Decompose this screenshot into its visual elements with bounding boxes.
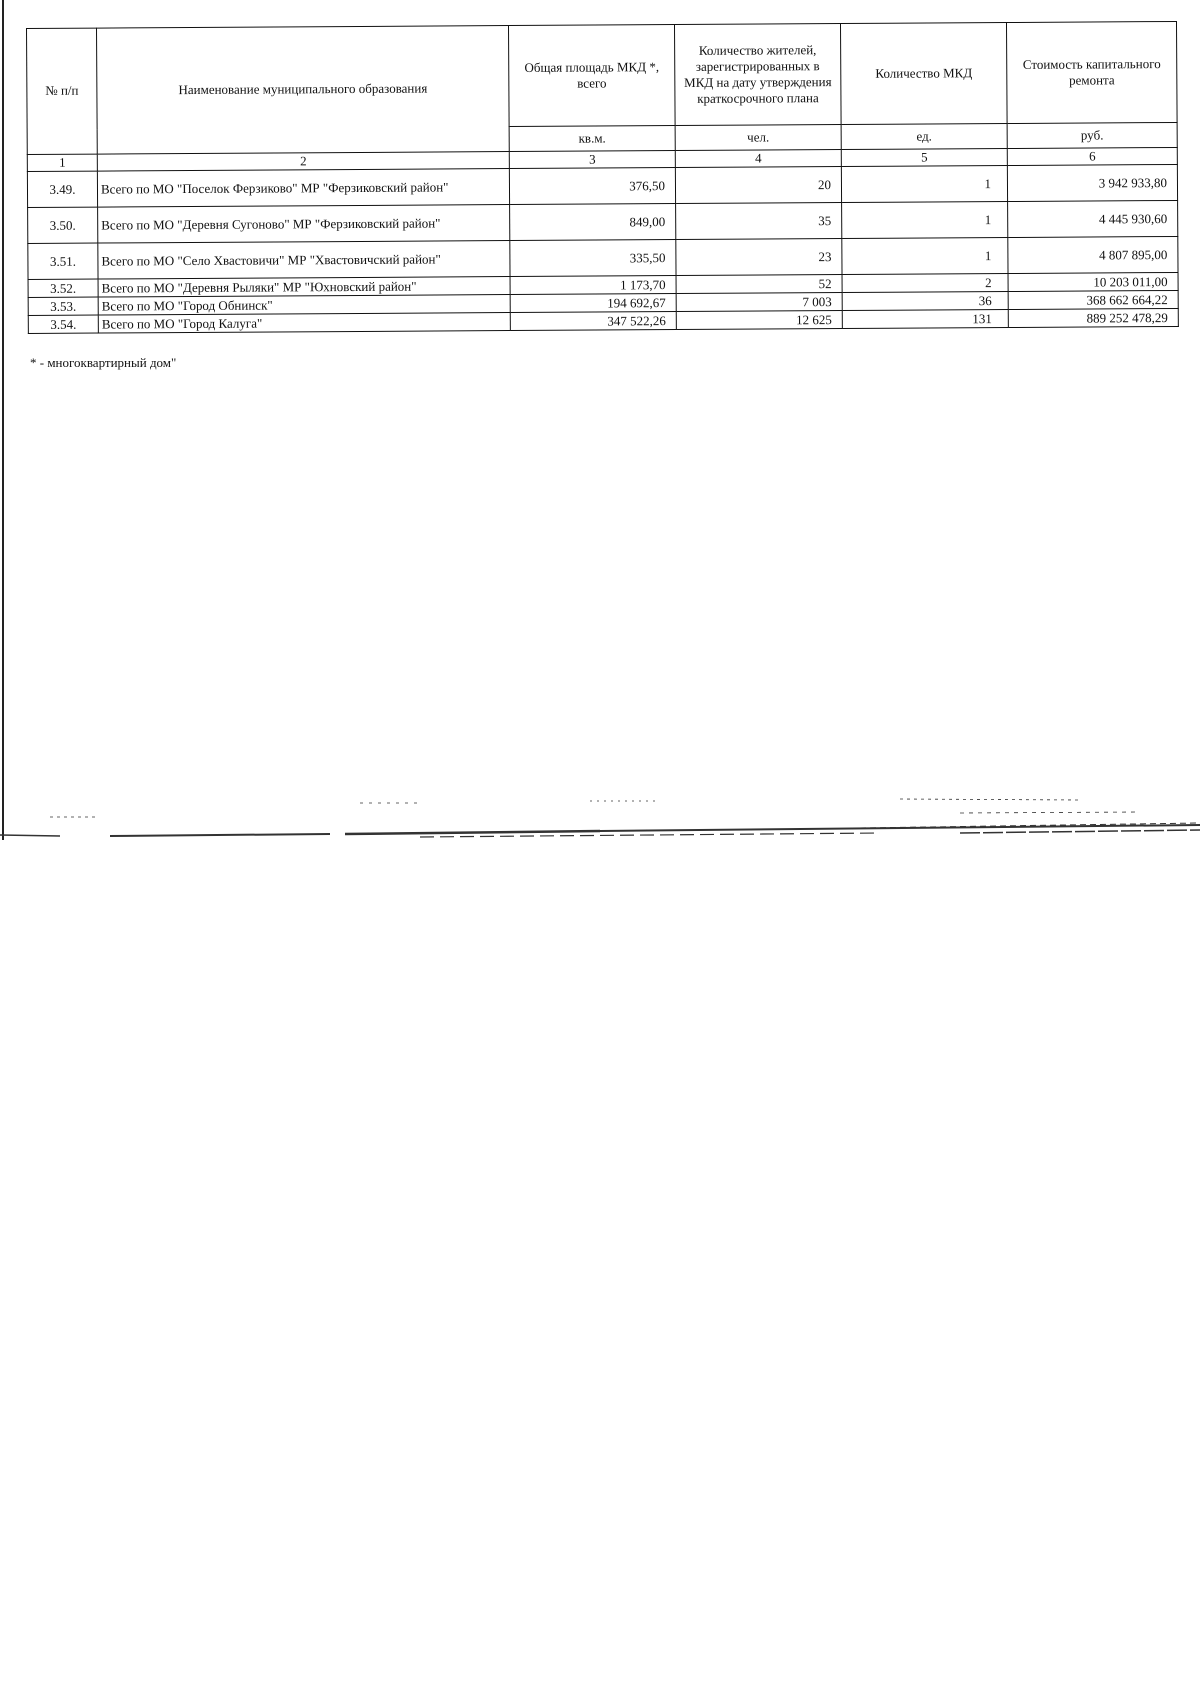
row-residents: 35 [676,203,842,240]
row-cost: 4 807 895,00 [1008,237,1178,274]
row-residents: 20 [675,167,841,204]
row-municipality: Всего по МО "Село Хвастовичи" МР "Хвастовичский район" [98,241,510,280]
row-cost: 4 445 930,60 [1008,201,1178,238]
row-number: 3.50. [28,207,98,243]
row-municipality: Всего по МО "Город Калуга" [98,313,510,334]
row-count: 36 [842,292,1008,311]
header-row [27,21,1178,129]
header-area: Общая площадь МКД *, всего [508,25,675,127]
row-municipality: Всего по МО "Деревня Рыляки" МР "Юхновский район" [98,277,510,298]
row-number: 3.49. [27,171,97,207]
row-cost: 368 662 664,22 [1008,291,1178,310]
header-name: Наименование муниципального образования [97,26,510,155]
row-count: 1 [842,238,1008,275]
scan-left-edge [2,0,4,840]
column-index: 3 [509,151,675,169]
row-area: 194 692,67 [510,294,676,313]
row-cost: 889 252 478,29 [1008,309,1178,328]
row-municipality: Всего по МО "Деревня Сугоново" МР "Ферзиковский район" [98,205,510,244]
row-area: 849,00 [510,204,676,241]
header-residents: Количество жителей, зарегистрированных в МКД на дату утверждения краткосрочного плана [674,24,841,126]
row-area: 376,50 [509,168,675,205]
row-count: 2 [842,274,1008,293]
header-count: Количество МКД [840,23,1007,125]
unit-cost: руб. [1007,122,1177,148]
row-cost: 10 203 011,00 [1008,273,1178,292]
footnote: * - многоквартирный дом" [30,355,177,370]
row-count: 131 [842,310,1008,329]
row-residents: 23 [676,239,842,276]
column-index: 2 [97,152,509,172]
row-municipality: Всего по МО "Поселок Ферзиково" МР "Ферзиковский район" [97,169,509,208]
row-count: 1 [841,166,1007,203]
row-number: 3.51. [28,243,98,279]
row-area: 1 173,70 [510,276,676,295]
row-number: 3.52. [28,279,98,297]
unit-residents: чел. [675,125,841,151]
row-count: 1 [842,202,1008,239]
column-index: 5 [841,149,1007,167]
row-residents: 12 625 [676,311,842,330]
row-residents: 7 003 [676,293,842,312]
column-index: 4 [675,150,841,168]
column-index: 1 [27,154,97,172]
column-index: 6 [1007,147,1177,165]
row-area: 347 522,26 [510,312,676,331]
row-number: 3.53. [28,297,98,315]
unit-area: кв.м. [509,126,675,152]
capital-repair-table [26,21,1179,334]
row-residents: 52 [676,275,842,294]
row-area: 335,50 [510,240,676,277]
scan-noise-band [0,795,1200,841]
header-num: № п/п [27,28,98,154]
header-cost: Стоимость капитального ремонта [1006,21,1177,123]
row-municipality: Всего по МО "Город Обнинск" [98,295,510,316]
row-cost: 3 942 933,80 [1007,165,1177,202]
unit-count: ед. [841,124,1007,150]
row-number: 3.54. [28,315,98,333]
